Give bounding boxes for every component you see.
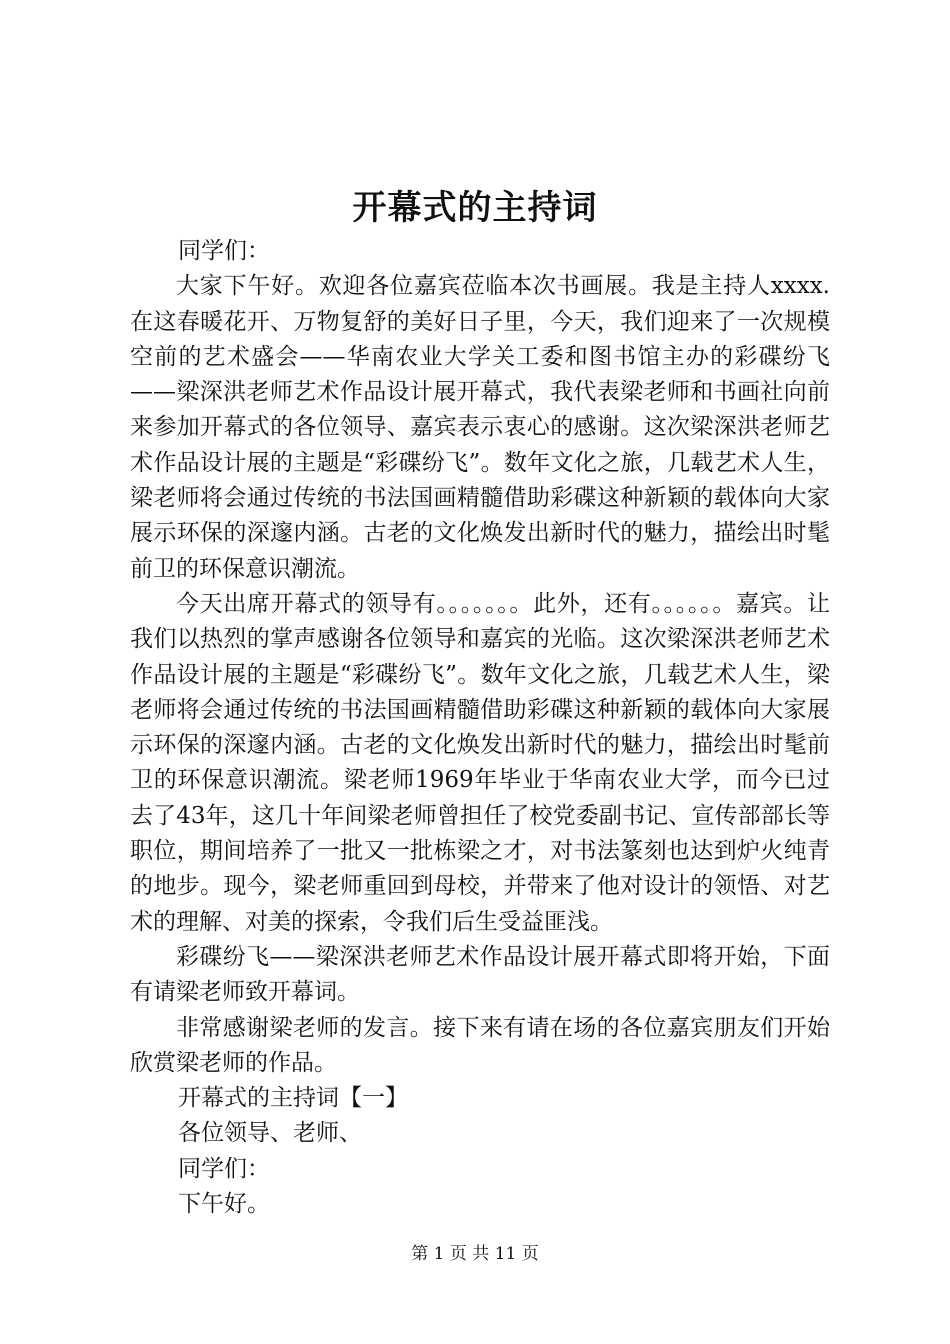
- paragraph-good-afternoon: 下午好。: [178, 1191, 270, 1218]
- paragraph-salutation: 同学们：: [178, 238, 270, 264]
- paragraph-guests: 今天出席开幕式的领导有。。。。。。。此外，还有。。。。。。嘉宾。让我们以热烈的掌声感谢各位领导和嘉宾的光临。这次梁深洪老师艺术作品设计展的主题是“彩碟纷飞”。数年文化之旅，几载艺术人生，梁老师将会通过传统的书法国画精髓借助彩碟这种新颖的载体向大家展示环保的深邃内涵。古老的文化焕发出新时代的魅力，描绘出时髦前卫的环保意识潮流。梁老师1969年毕业于华南农业大学，而今已过去了43年，这几十年间梁老师曾担任了校党委副书记、宣传部部长等职位，期间培养了一批又一批栋梁之才，对书法篆刻也达到炉火纯青的地步。现今，梁老师重回到母校，并带来了他对设计的领悟、对艺术的理解、对美的探索，令我们后生受益匪浅。: [130, 590, 830, 935]
- document-body: [130, 234, 830, 1222]
- paragraph-thanks: 非常感谢梁老师的发言。接下来有请在场的各位嘉宾朋友们开始欣赏梁老师的作品。: [130, 1014, 830, 1076]
- paragraph-students: 同学们：: [178, 1155, 270, 1182]
- document-title: 开幕式的主持词: [352, 188, 598, 228]
- paragraph-leaders-teachers: 各位领导、老师、: [178, 1120, 362, 1147]
- paragraph-opening-announcement: 彩碟纷飞——梁深洪老师艺术作品设计展开幕式即将开始，下面有请梁老师致开幕词。: [130, 943, 830, 1006]
- paragraph-welcome: 大家下午好。欢迎各位嘉宾莅临本次书画展。我是主持人xxxx.在这春暖花开、万物复舒的美好日子里，今天，我们迎来了一次规模空前的艺术盛会——华南农业大学关工委和图书馆主办的彩碟纷飞——梁深洪老师艺术作品设计展开幕式，我代表梁老师和书画社向前来参加开幕式的各位领导、嘉宾表示衷心的感谢。这次梁深洪老师艺术作品设计展的主题是“彩碟纷飞”。数年文化之旅，几载艺术人生，梁老师将会通过传统的书法国画精髓借助彩碟这种新颖的载体向大家展示环保的深邃内涵。古老的文化焕发出新时代的魅力，描绘出时髦前卫的环保意识潮流。: [130, 273, 830, 582]
- paragraph-section-heading: 开幕式的主持词【一】: [178, 1085, 408, 1112]
- page-number-footer: 第 1 页 共 11 页: [411, 1244, 539, 1264]
